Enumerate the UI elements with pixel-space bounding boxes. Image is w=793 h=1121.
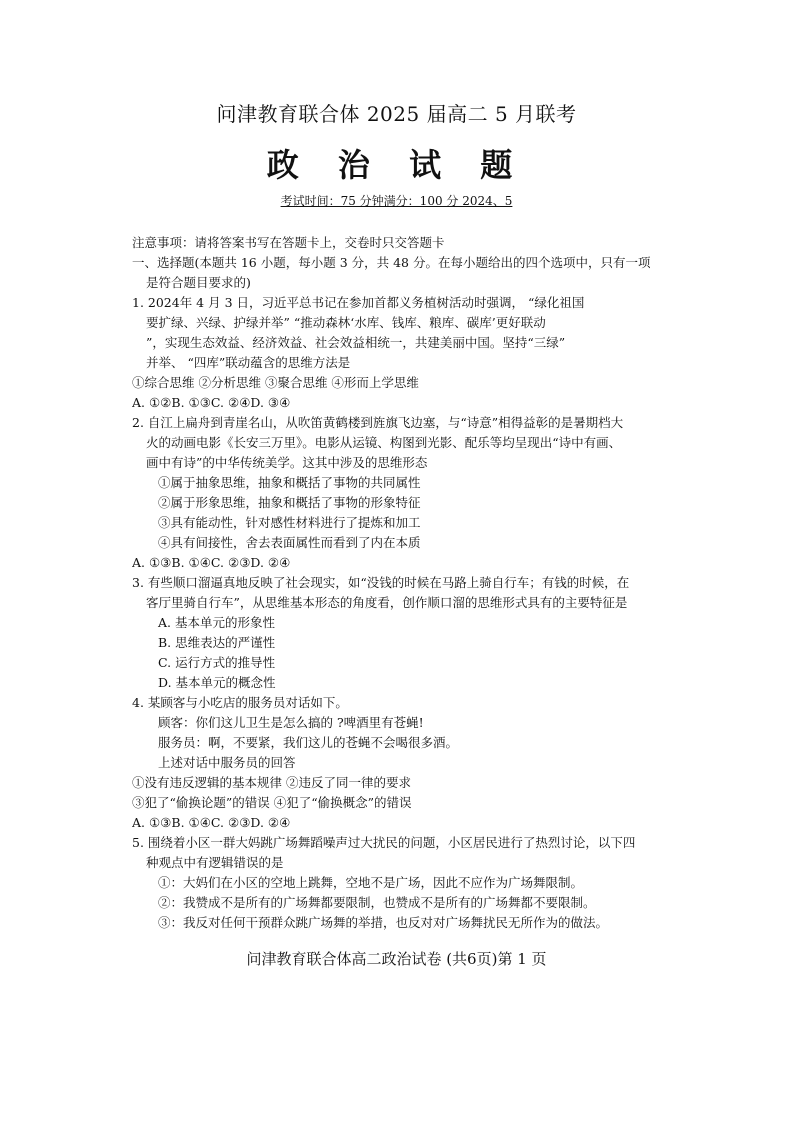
question-2-options: A. ①③B. ①④C. ②③D. ②④: [132, 555, 291, 570]
question-5-item: ①：大妈们在小区的空地上跳舞，空地不是广场，因此不应作为广场舞限制。: [158, 875, 584, 890]
question-5-line: 种观点中有逻辑错误的是: [146, 855, 284, 870]
question-2-line: 画中有诗”的中华传统美学。这其中涉及的思维形态: [146, 455, 428, 470]
question-1-line: 要扩绿、兴绿、护绿并举” “推动森林‘水库、钱库、粮库、碳库’更好联动: [146, 315, 546, 330]
notice: 注意事项：请将答案书写在答题卡上，交卷时只交答题卡: [132, 235, 445, 250]
question-3: [132, 573, 692, 693]
question-4-dialogue: 上述对话中服务员的回答: [158, 755, 296, 770]
question-1-line: ”，实现生态效益、经济效益、社会效益相统一，共建美丽中国。坚持“三绿”: [146, 335, 566, 350]
question-2-item: ④具有间接性，舍去表面属性而看到了内在本质: [158, 535, 421, 550]
exam-title: 问津教育联合体 2025 届高二 5 月联考: [216, 102, 577, 126]
question-1-line: 1. 2024年 4 月 3 日，习近平总书记在参加首都义务植树活动时强调， “绿化祖国: [132, 295, 585, 310]
question-2-item: ②属于形象思维，抽象和概括了事物的形象特征: [158, 495, 421, 510]
subject-title: 政 治 试 题: [266, 146, 527, 184]
question-2-item: ①属于抽象思维，抽象和概括了事物的共同属性: [158, 475, 421, 490]
question-4-dialogue: 顾客：你们这儿卫生是怎么搞的 ?啤酒里有苍蝇!: [158, 715, 424, 730]
question-3-option: D. 基本单元的概念性: [158, 675, 276, 690]
question-5-item: ③：我反对任何干预群众跳广场舞的举措，也反对对广场舞扰民无所作为的做法。: [158, 915, 609, 930]
question-3-option: B. 思维表达的严谨性: [158, 635, 276, 650]
question-1-options: A. ①②B. ①③C. ②④D. ③④: [132, 395, 291, 410]
question-2-item: ③具有能动性，针对感性材料进行了提炼和加工: [158, 515, 421, 530]
question-3-line: 客厅里骑自行车”，从思维基本形态的角度看，创作顺口溜的思维形式具有的主要特征是: [146, 595, 628, 610]
page-footer: 问津教育联合体高二政治试卷 (共6页)第 1 页: [246, 950, 547, 968]
section-heading-cont: 是符合题目要求的): [146, 275, 251, 290]
question-4-items: ③犯了“偷换论题”的错误 ④犯了“偷换概念”的错误: [132, 795, 412, 810]
section-heading: 一、选择题(本题共 16 小题，每小题 3 分，共 48 分。在每小题给出的四个选项中，只有一项: [132, 255, 651, 270]
question-4-stem: 4. 某顾客与小吃店的服务员对话如下。: [132, 695, 348, 710]
question-4-dialogue: 服务员：啊，不要紧，我们这儿的苍蝇不会喝很多酒。: [158, 735, 459, 750]
question-3-option: A. 基本单元的形象性: [158, 615, 275, 630]
question-1-line: 并举、 “四库”联动蕴含的思维方法是: [146, 355, 351, 370]
question-5-line: 5. 围绕着小区一群大妈跳广场舞蹈噪声过大扰民的问题，小区居民进行了热烈讨论，以下四: [132, 835, 636, 850]
question-2: [132, 413, 692, 573]
question-5-item: ②：我赞成不是所有的广场舞都要限制，也赞成不是所有的广场舞都不要限制。: [158, 895, 596, 910]
exam-info: 考试时间：75 分钟满分：100 分 2024、5: [280, 194, 513, 208]
question-4-options: A. ①③B. ①④C. ②③D. ②④: [132, 815, 291, 830]
question-3-line: 3. 有些顺口溜逼真地反映了社会现实，如“没钱的时候在马路上骑自行车；有钱的时候，在: [132, 575, 630, 590]
question-4-items: ①没有违反逻辑的基本规律 ②违反了同一律的要求: [132, 775, 411, 790]
question-5: [132, 833, 692, 933]
question-1-items: ①综合思维 ②分析思维 ③聚合思维 ④形而上学思维: [132, 375, 419, 390]
question-2-line: 火的动画电影《长安三万里》。电影从运镜、构图到光影、配乐等均呈现出“诗中有画、: [146, 435, 622, 450]
question-2-line: 2. 自江上扁舟到青崖名山，从吹笛黄鹤楼到旌旗飞边塞，与“诗意”相得益彰的是暑期档大: [132, 415, 624, 430]
question-4: [132, 693, 692, 833]
question-1: [132, 293, 692, 413]
question-3-option: C. 运行方式的推导性: [158, 655, 276, 670]
exam-body: [132, 233, 692, 933]
